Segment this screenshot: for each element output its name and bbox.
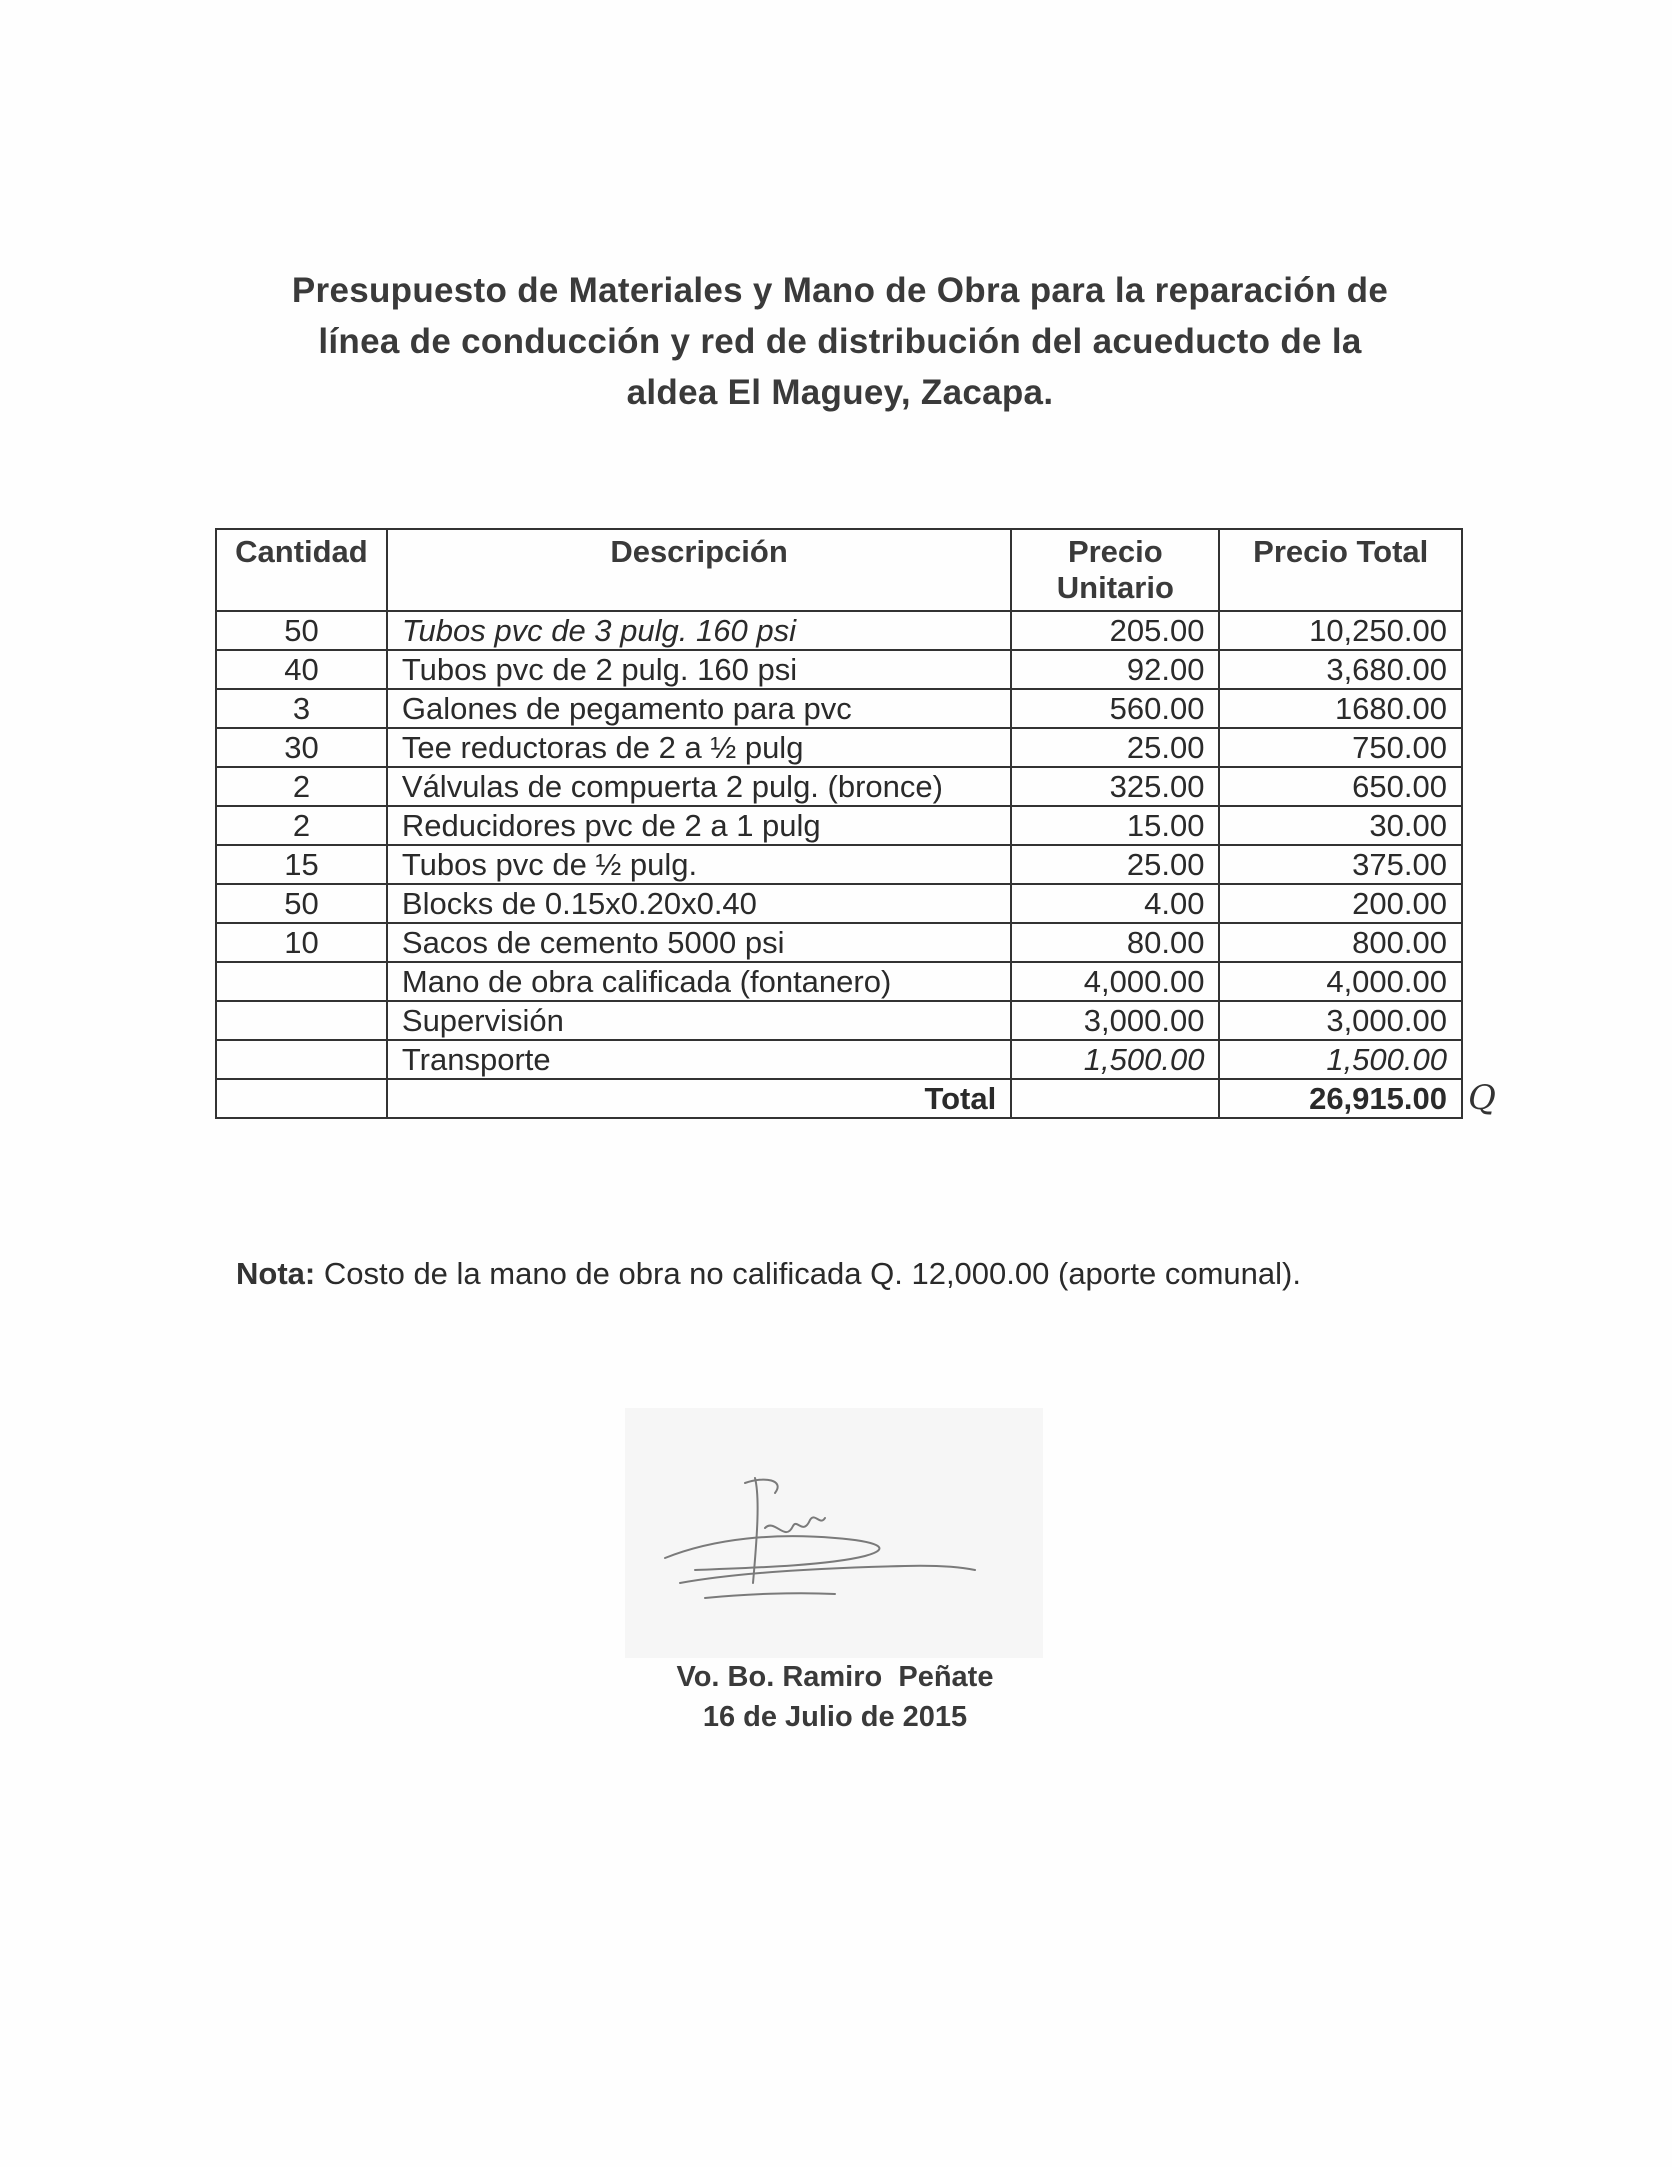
cell-cantidad	[216, 962, 387, 1001]
cell-precio-total: 1680.00	[1219, 689, 1462, 728]
currency-mark: Q	[1468, 1078, 1496, 1118]
cell-descripcion: Blocks de 0.15x0.20x0.40	[387, 884, 1011, 923]
signer-block	[560, 1657, 1110, 1737]
budget-table	[215, 528, 1463, 1119]
document-title	[230, 265, 1450, 418]
table-row	[216, 650, 1462, 689]
note	[236, 1256, 1301, 1292]
cell-precio-total: 4,000.00	[1219, 962, 1462, 1001]
header-cantidad: Cantidad	[216, 529, 387, 611]
title-line-1: Presupuesto de Materiales y Mano de Obra para la reparación de	[291, 271, 1389, 310]
cell-precio-total: 30.00	[1219, 806, 1462, 845]
cell-precio-unitario: 205.00	[1011, 611, 1219, 650]
cell-precio-total: 3,000.00	[1219, 1001, 1462, 1040]
table-row	[216, 1001, 1462, 1040]
table-row	[216, 728, 1462, 767]
cell-cantidad: 10	[216, 923, 387, 962]
cell-cantidad: 50	[216, 611, 387, 650]
table-row	[216, 845, 1462, 884]
table-row	[216, 1040, 1462, 1079]
table-row	[216, 923, 1462, 962]
cell-descripcion: Transporte	[387, 1040, 1011, 1079]
cell-cantidad: 3	[216, 689, 387, 728]
cell-precio-unitario: 325.00	[1011, 767, 1219, 806]
cell-descripcion: Supervisión	[387, 1001, 1011, 1040]
table-row	[216, 806, 1462, 845]
cell-cantidad	[216, 1001, 387, 1040]
total-empty-unit-cell	[1011, 1079, 1219, 1118]
cell-precio-unitario: 4,000.00	[1011, 962, 1219, 1001]
cell-descripcion: Tubos pvc de ½ pulg.	[387, 845, 1011, 884]
cell-cantidad: 15	[216, 845, 387, 884]
total-empty-cell	[216, 1079, 387, 1118]
header-precio-total: Precio Total	[1219, 529, 1462, 611]
cell-descripcion: Tubos pvc de 3 pulg. 160 psi	[387, 611, 1011, 650]
title-line-2: línea de conducción y red de distribución del acueducto de la	[318, 322, 1362, 361]
header-precio-unitario-line2: Unitario	[1056, 570, 1174, 605]
cell-descripcion: Válvulas de compuerta 2 pulg. (bronce)	[387, 767, 1011, 806]
cell-precio-unitario: 80.00	[1011, 923, 1219, 962]
header-descripcion: Descripción	[387, 529, 1011, 611]
table-row	[216, 767, 1462, 806]
table-row	[216, 884, 1462, 923]
cell-precio-total: 10,250.00	[1219, 611, 1462, 650]
cell-descripcion: Galones de pegamento para pvc	[387, 689, 1011, 728]
signature-image	[625, 1408, 1043, 1658]
cell-descripcion: Mano de obra calificada (fontanero)	[387, 962, 1011, 1001]
cell-precio-unitario: 92.00	[1011, 650, 1219, 689]
table-header-row	[216, 529, 1462, 611]
signature-area	[625, 1408, 1043, 1658]
cell-precio-unitario: 25.00	[1011, 728, 1219, 767]
title-line-3: aldea El Maguey, Zacapa.	[626, 373, 1054, 412]
cell-cantidad	[216, 1040, 387, 1079]
table-row	[216, 689, 1462, 728]
cell-precio-total: 200.00	[1219, 884, 1462, 923]
signer-name: Vo. Bo. Ramiro Peñate	[676, 1661, 994, 1693]
cell-precio-unitario: 4.00	[1011, 884, 1219, 923]
table-total-row	[216, 1079, 1462, 1118]
note-label: Nota:	[236, 1256, 316, 1291]
cell-cantidad: 40	[216, 650, 387, 689]
signature-date: 16 de Julio de 2015	[702, 1701, 968, 1733]
cell-descripcion: Tee reductoras de 2 a ½ pulg	[387, 728, 1011, 767]
cell-precio-unitario: 25.00	[1011, 845, 1219, 884]
header-precio-unitario-line1: Precio	[1067, 534, 1163, 569]
cell-precio-unitario: 1,500.00	[1011, 1040, 1219, 1079]
cell-cantidad: 2	[216, 806, 387, 845]
cell-descripcion: Tubos pvc de 2 pulg. 160 psi	[387, 650, 1011, 689]
table-row	[216, 962, 1462, 1001]
cell-cantidad: 50	[216, 884, 387, 923]
cell-precio-total: 800.00	[1219, 923, 1462, 962]
cell-precio-total: 375.00	[1219, 845, 1462, 884]
cell-descripcion: Reducidores pvc de 2 a 1 pulg	[387, 806, 1011, 845]
table-row	[216, 611, 1462, 650]
note-text: Costo de la mano de obra no calificada Q. 12,000.00 (aporte comunal).	[323, 1256, 1301, 1291]
cell-precio-total: 650.00	[1219, 767, 1462, 806]
cell-cantidad: 2	[216, 767, 387, 806]
cell-precio-unitario: 15.00	[1011, 806, 1219, 845]
cell-precio-total: 1,500.00	[1219, 1040, 1462, 1079]
total-value: 26,915.00	[1219, 1079, 1462, 1118]
cell-precio-unitario: 3,000.00	[1011, 1001, 1219, 1040]
cell-descripcion: Sacos de cemento 5000 psi	[387, 923, 1011, 962]
cell-precio-unitario: 560.00	[1011, 689, 1219, 728]
cell-precio-total: 3,680.00	[1219, 650, 1462, 689]
cell-precio-total: 750.00	[1219, 728, 1462, 767]
total-label: Total	[387, 1079, 1011, 1118]
header-precio-unitario	[1011, 529, 1219, 611]
cell-cantidad: 30	[216, 728, 387, 767]
